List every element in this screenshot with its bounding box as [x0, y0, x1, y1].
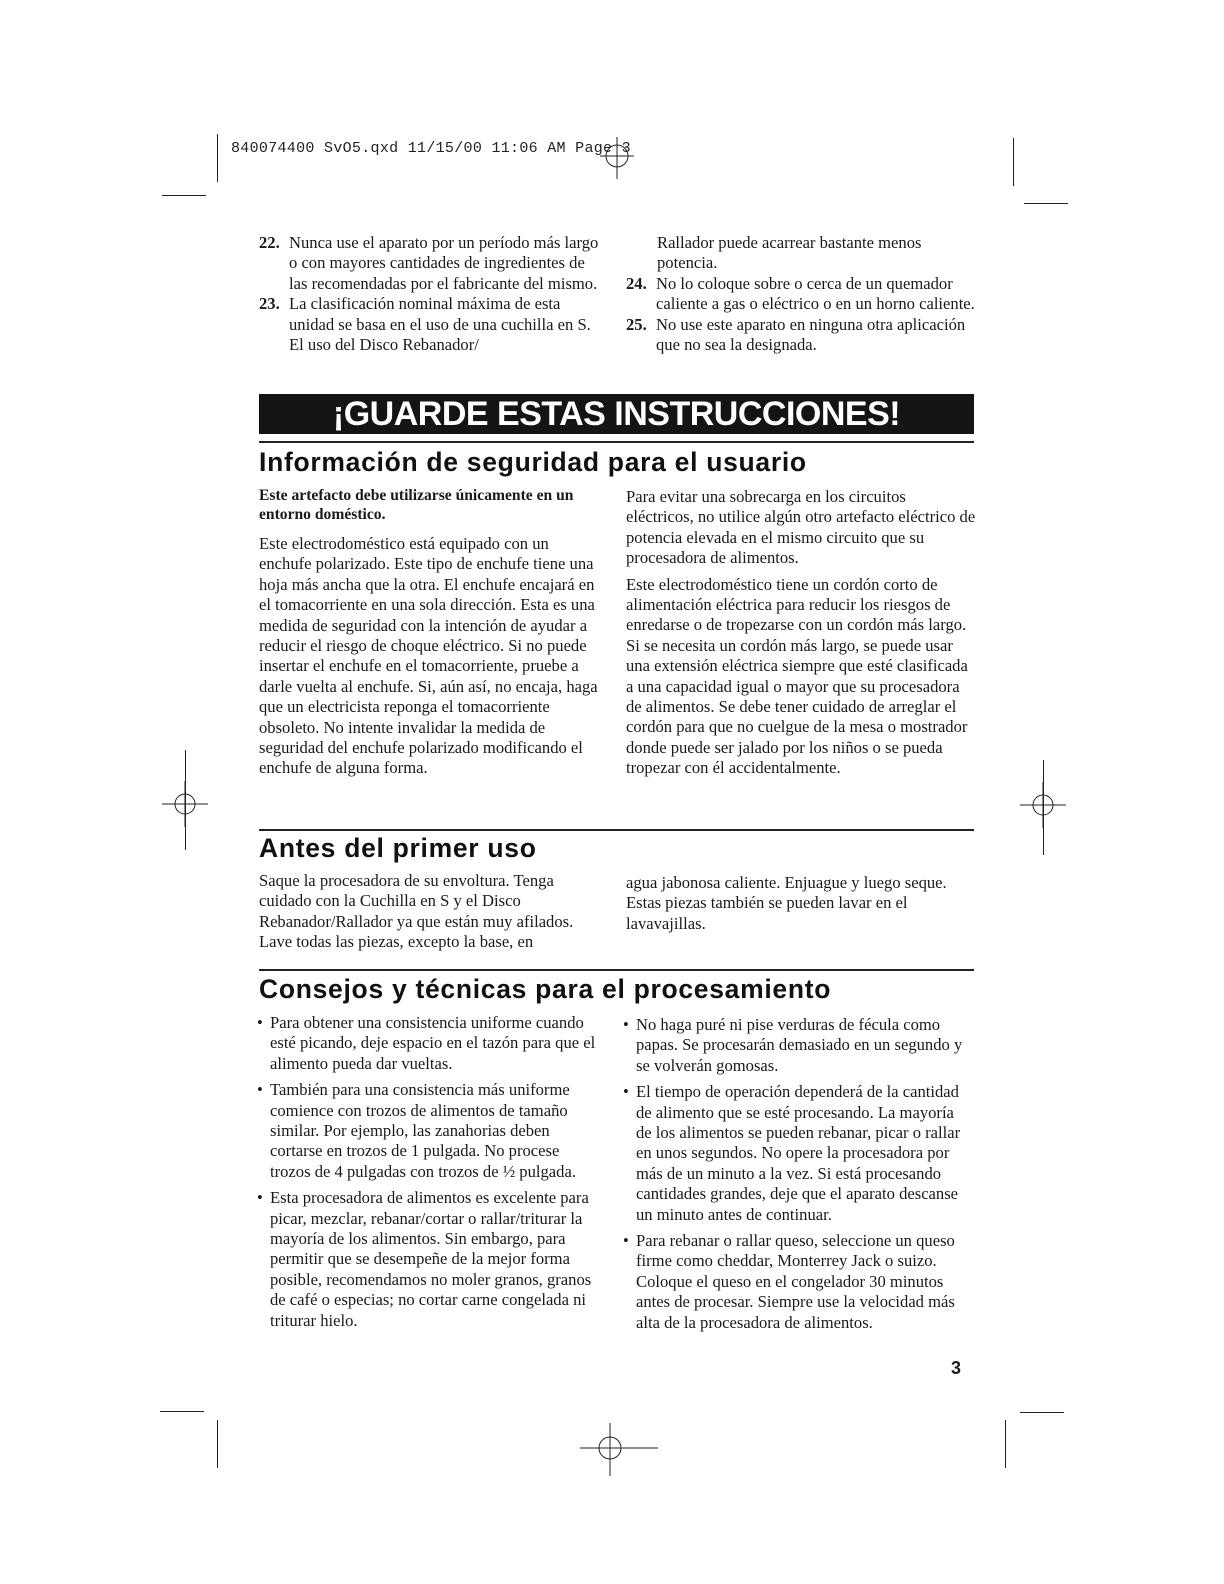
crop-mark-top-left-v — [217, 134, 218, 182]
bullet-icon: • — [623, 1015, 629, 1034]
crop-mark-bottom-left-v — [217, 1420, 218, 1468]
polarized-plug-paragraph: Este electrodoméstico está equipado con un enchufe polarizado. Este tipo de enchufe tiene una hoja más ancha que la otra. El enchufe encajará en el tomacorriente en una sola dirección. Esta es una medida de seguridad con la intención de ayudar a reducir el riesgo de choque eléctrico. Si no puede insertar el enchufe en el tomacorriente, pruebe a darle vuelta al enchufe. Si, aún así, no encaja, haga que un electricista reponga el tomacorriente obsoleto. No intente invalidar la medida de seguridad del enchufe polarizado modificando el enchufe de alguna forma. — [259, 534, 598, 778]
crop-mark-bottom-right-v — [1005, 1420, 1006, 1468]
section-rule — [259, 969, 974, 971]
top-left-column — [259, 233, 601, 355]
list-item — [259, 233, 601, 294]
bullet-text: No haga puré ni pise verduras de fécula como papas. Se procesarán demasiado en un segundo y se volverán gomosas. — [636, 1015, 963, 1075]
list-item — [626, 274, 976, 315]
list-item — [623, 1231, 968, 1333]
bullet-icon: • — [257, 1080, 263, 1100]
registration-mark-bottom-icon — [580, 1418, 660, 1478]
item-text: Nunca use el aparato por un período más largo o con mayores cantidades de ingredientes de las recomendadas por el fabricante del mismo. — [289, 233, 599, 293]
circuit-overload-paragraph: Para evitar una sobrecarga en los circuitos eléctricos, no utilice algún otro artefacto eléctrico de potencia elevada en el mismo circuito que su procesadora de alimentos. — [626, 487, 976, 568]
first-use-right-column — [626, 873, 971, 940]
section-heading-tips: Consejos y técnicas para el procesamiento — [259, 974, 832, 1004]
list-item — [257, 1080, 602, 1182]
item-number: 25. — [626, 314, 647, 334]
section-rule — [259, 441, 974, 443]
first-use-left-column — [259, 871, 604, 959]
safety-right-column — [626, 487, 976, 785]
first-use-paragraph-right: agua jabonosa caliente. Enjuague y luego seque. Estas piezas también se pueden lavar en el lavavajillas. — [626, 873, 947, 933]
registration-line-left — [185, 750, 186, 850]
save-instructions-banner: ¡GUARDE ESTAS INSTRUCCIONES! — [259, 394, 974, 434]
item-text: La clasificación nominal máxima de esta unidad se basa en el uso de una cuchilla en S. El uso del Disco Rebanador/ — [289, 294, 591, 355]
list-item — [623, 1015, 968, 1076]
crop-mark-top-right-v — [1013, 138, 1014, 186]
crop-mark-top-right-h — [1024, 203, 1068, 204]
item-text: No lo coloque sobre o cerca de un quemador caliente a gas o eléctrico o en un horno caliente. — [656, 273, 975, 314]
registration-line-right — [1043, 760, 1044, 855]
section-heading-first-use: Antes del primer uso — [259, 833, 537, 863]
item-number: 22. — [259, 233, 280, 252]
section-heading-safety: Información de seguridad para el usuario — [259, 447, 807, 477]
list-item — [626, 315, 976, 356]
list-item — [259, 294, 601, 355]
print-slug: 840074400 SvO5.qxd 11/15/00 11:06 AM Page 3 — [231, 140, 631, 157]
bullet-icon: • — [623, 1231, 629, 1251]
list-item — [257, 1188, 602, 1331]
bullet-icon: • — [257, 1013, 263, 1032]
tips-left-column — [257, 1013, 602, 1337]
top-right-column — [626, 233, 976, 355]
bullet-text: Para obtener una consistencia uniforme cuando esté picando, deje espacio en el tazón para que el alimento pueda dar vueltas. — [270, 1013, 596, 1073]
crop-mark-top-left-h — [162, 195, 206, 196]
bullet-icon: • — [623, 1082, 629, 1102]
list-item — [623, 1082, 968, 1225]
crop-mark-bottom-right-h — [1020, 1412, 1064, 1413]
bullet-text: Para rebanar o rallar queso, seleccione un queso firme como cheddar, Monterrey Jack o suizo. Coloque el queso en el congelador 30 minutos antes de procesar. Siempre use la velocidad más alta de la procesadora de alimentos. — [636, 1231, 955, 1332]
bullet-text: Esta procesadora de alimentos es excelente para picar, mezclar, rebanar/cortar o rallar/triturar la mayoría de los alimentos. Sin embargo, para permitir que se desempeñe de la mejor forma posible, recomendamos no moler granos, granos de café o especias; no cortar carne congelada ni triturar hielo. — [270, 1188, 592, 1330]
short-cord-paragraph: Este electrodoméstico tiene un cordón corto de alimentación eléctrica para reducir los riesgos de enredarse o de tropezarse con un cordón más largo. Si se necesita un cordón más largo, se puede usar una extensión eléctrica siempre que esté clasificada a una capacidad igual o mayor que su procesadora de alimentos. Se debe tener cuidado de arreglar el cordón para que no cuelgue de la mesa o mostrador donde puede ser jalado por los niños o se pueda tropezar con él accidentalmente. — [626, 574, 968, 778]
tips-right-column — [623, 1015, 968, 1339]
bullet-icon: • — [257, 1188, 263, 1208]
item-number: 24. — [626, 273, 647, 293]
item-number: 23. — [259, 294, 280, 314]
bold-note: Este artefacto debe utilizarse únicamente en un entorno doméstico. — [259, 487, 574, 523]
list-item — [257, 1013, 602, 1074]
bullet-text: También para una consistencia más uniforme comience con trozos de alimentos de tamaño similar. Por ejemplo, las zanahorias deben cortarse en trozos de 1 pulgada. No procese trozos de 4 pulgadas con trozos de ½ pulgada. — [270, 1080, 576, 1181]
crop-mark-bottom-left-h — [160, 1411, 204, 1412]
item-text: No use este aparato en ninguna otra aplicación que no sea la designada. — [656, 314, 966, 355]
section-rule — [259, 829, 974, 831]
safety-left-column — [259, 486, 604, 785]
first-use-paragraph-left: Saque la procesadora de su envoltura. Tenga cuidado con la Cuchilla en S y el Disco Rebanador/Rallador ya que están muy afilados. Lave todas las piezas, excepto la base, en — [259, 871, 574, 952]
bullet-text: El tiempo de operación dependerá de la cantidad de alimento que se esté procesando. La mayoría de los alimentos se pueden rebanar, picar o rallar en unos segundos. No opere la procesadora por más de un minuto a la vez. Si está procesando cantidades grandes, deje que el aparato descanse un minuto antes de continuar. — [636, 1082, 961, 1224]
page-number: 3 — [951, 1358, 962, 1378]
continuation-text: Rallador puede acarrear bastante menos potencia. — [657, 233, 922, 273]
